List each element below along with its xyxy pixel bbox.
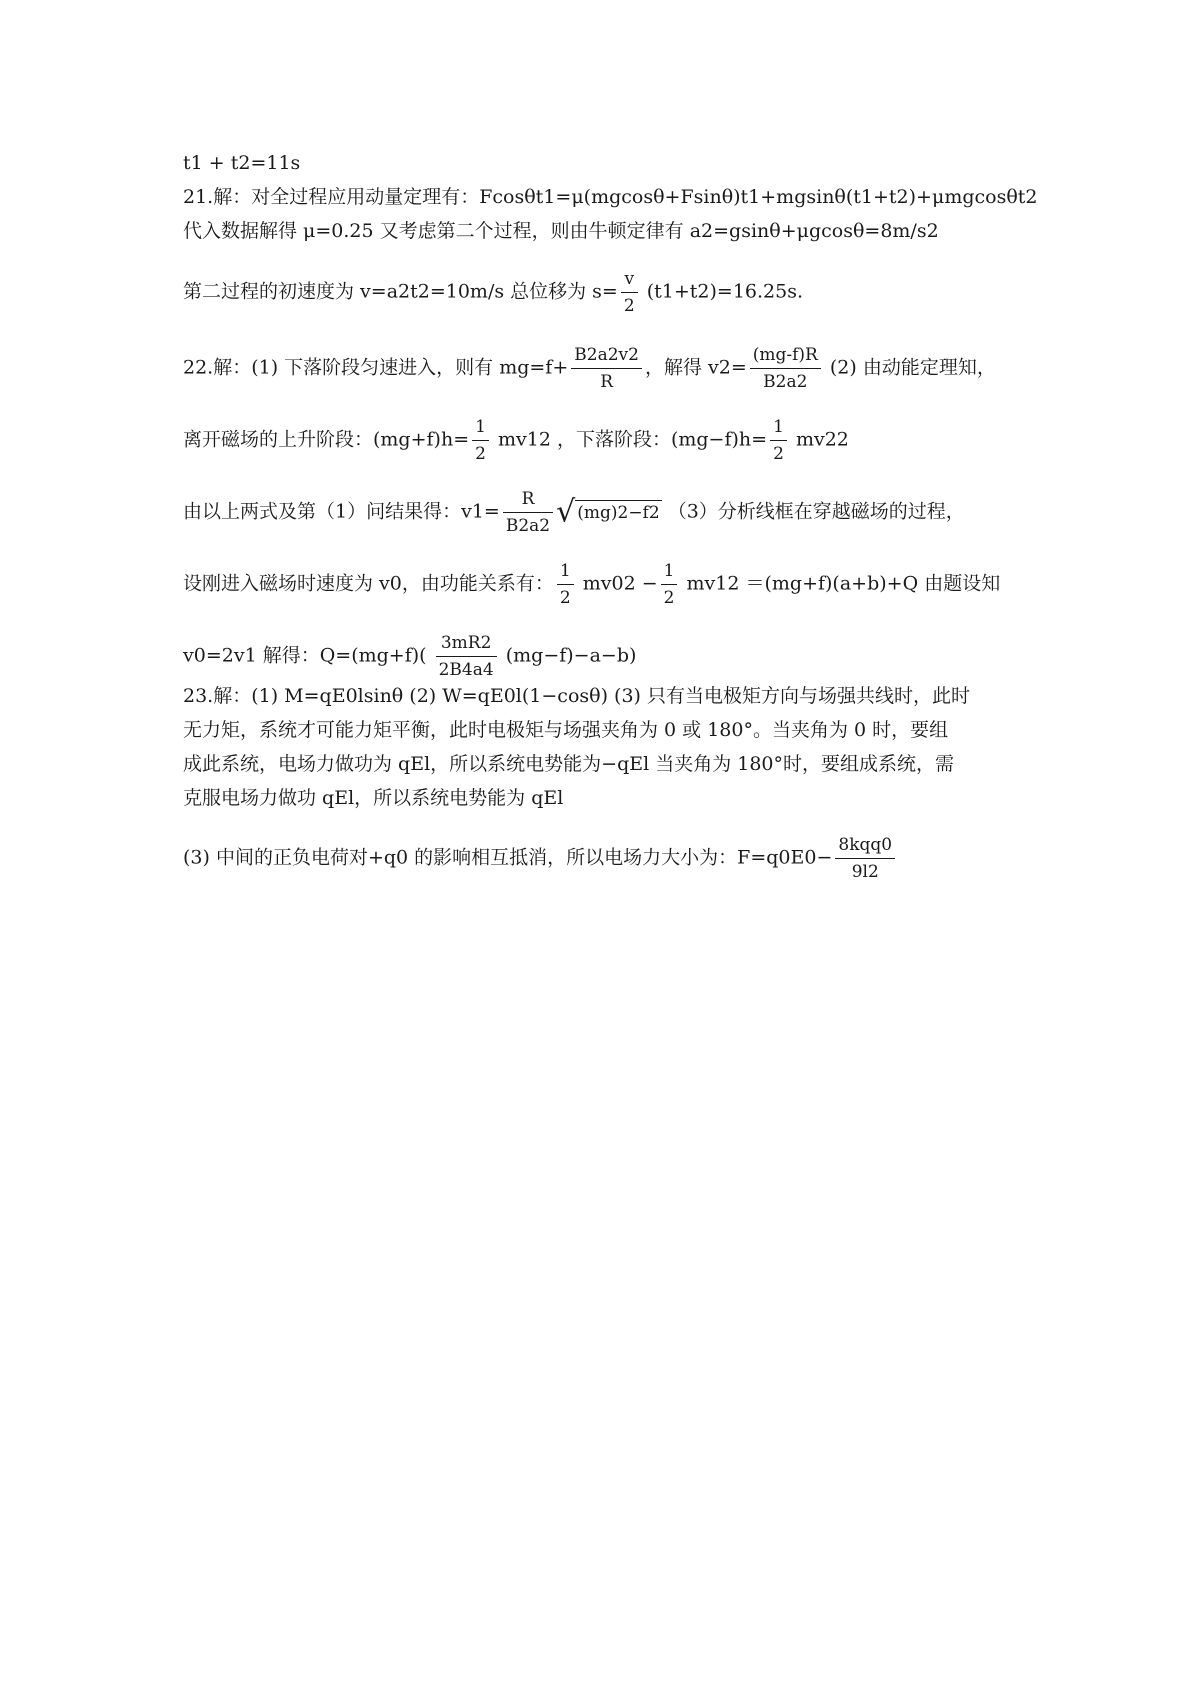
fraction-numerator: 3mR2 <box>436 632 497 657</box>
fraction-numerator: B2a2v2 <box>571 344 642 369</box>
line-text: (3) 中间的正负电荷对+q0 的影响相互抵消，所以电场力大小为：F=q0E0− <box>183 846 833 869</box>
formula-line <box>183 834 898 883</box>
line-text: mv12 ＝(mg+f)(a+b)+Q 由题设知 <box>680 572 1001 595</box>
square-root <box>556 494 662 530</box>
line-text: mv12 ，下落阶段：(mg−f)h= <box>491 428 768 451</box>
fraction-denominator: 2 <box>773 444 784 464</box>
fraction-numerator: 1 <box>770 416 787 441</box>
line-text: mv22 <box>789 428 849 451</box>
formula-line <box>183 632 636 681</box>
line-text: 设刚进入磁场时速度为 v0，由功能关系有： <box>183 572 554 595</box>
fraction-denominator: 2 <box>663 588 675 608</box>
fraction-denominator: B2a2 <box>763 372 808 392</box>
fraction <box>557 560 574 609</box>
fraction-numerator: 8kqq0 <box>835 834 895 859</box>
fraction <box>835 834 895 883</box>
line-text: 22.解：(1) 下落阶段匀速进入，则有 mg=f+ <box>183 356 569 379</box>
text-line: 23.解：(1) M=qE0lsinθ (2) W=qE0l(1−cosθ) (3) 只有当电极矩方向与场强共线时，此时 <box>183 685 970 707</box>
line-text: （3）分析线框在穿越磁场的过程， <box>661 500 965 523</box>
formula-line <box>183 560 1000 609</box>
fraction-numerator: R <box>503 488 553 513</box>
line-text: 离开磁场的上升阶段：(mg+f)h= <box>183 428 470 451</box>
fraction-denominator: 2 <box>559 588 571 608</box>
fraction-denominator: 2B4a4 <box>438 660 494 680</box>
fraction-numerator: v <box>621 268 638 293</box>
text-line: 无力矩，系统才可能力矩平衡，此时电极矩与场强夹角为 0 或 180°。当夹角为 0 时，要组 <box>183 719 949 741</box>
fraction <box>472 416 489 465</box>
formula-line <box>183 344 996 393</box>
fraction-numerator: 1 <box>557 560 574 585</box>
text-line: 21.解：对全过程应用动量定理有：Fcosθt1=μ(mgcosθ+Fsinθ)t1+mgsinθ(t1+t2)+μmgcosθt2 <box>183 186 1038 208</box>
formula-line <box>183 488 965 537</box>
line-text: v0=2v1 解得：Q=(mg+f)( <box>183 644 433 667</box>
text-line: t1 + t2=11s <box>183 152 301 174</box>
line-text: (mg−f)−a−b) <box>499 644 637 667</box>
text-line: 代入数据解得 μ=0.25 又考虑第二个过程，则由牛顿定律有 a2=gsinθ+μgcosθ=8m/s2 <box>183 220 939 242</box>
line-text: ，解得 v2= <box>644 356 747 379</box>
radical-sign-icon: √ <box>556 494 576 530</box>
fraction <box>770 416 787 465</box>
line-text: 由以上两式及第（1）问结果得：v1= <box>183 500 500 523</box>
fraction <box>750 344 821 393</box>
fraction <box>571 344 642 393</box>
text-line: 克服电场力做功 qEl，所以系统电势能为 qEl <box>183 787 564 809</box>
fraction-numerator: (mg-f)R <box>750 344 821 369</box>
fraction <box>436 632 497 681</box>
line-text: (t1+t2)=16.25s. <box>640 280 804 303</box>
fraction-denominator: 2 <box>475 444 486 464</box>
radicand: (mg)2−f2 <box>575 500 661 523</box>
fraction-numerator: 1 <box>472 416 489 441</box>
fraction-numerator: 1 <box>661 560 678 585</box>
fraction <box>661 560 678 609</box>
fraction <box>503 488 553 537</box>
fraction-denominator: B2a2 <box>505 516 551 536</box>
fraction-denominator: 2 <box>623 296 635 316</box>
line-text: (2) 由动能定理知， <box>823 356 996 379</box>
line-text: 第二过程的初速度为 v=a2t2=10m/s 总位移为 s= <box>183 280 618 303</box>
fraction-denominator: 9l2 <box>851 862 879 882</box>
formula-line <box>183 268 803 317</box>
line-text: mv02 − <box>576 572 658 595</box>
fraction-denominator: R <box>600 372 614 392</box>
formula-line <box>183 416 849 465</box>
text-line: 成此系统，电场力做功为 qEl，所以系统电势能为−qEl 当夹角为 180°时，要组成系统，需 <box>183 753 955 775</box>
fraction <box>621 268 638 317</box>
